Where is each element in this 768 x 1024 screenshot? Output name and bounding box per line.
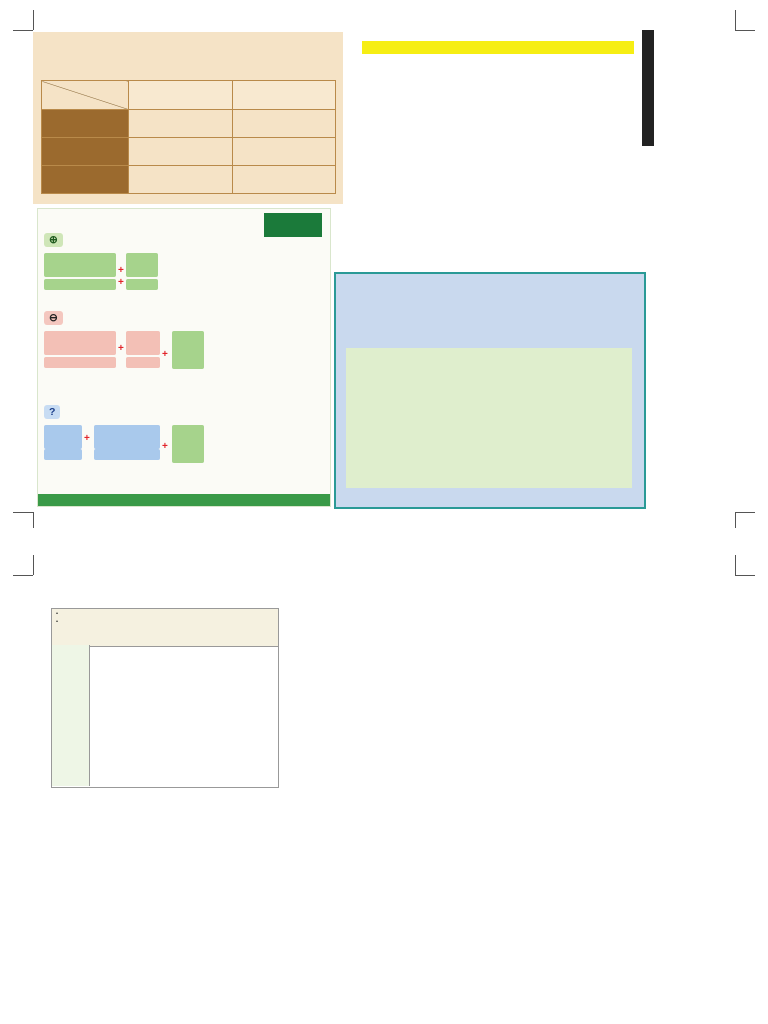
- dark-bar: [642, 30, 654, 146]
- header-row: [350, 349, 630, 364]
- auxiliary-pill: [126, 331, 160, 355]
- pronouns-table: [41, 80, 336, 194]
- col-singular: [129, 81, 233, 110]
- when-es-intro: • •: [52, 609, 278, 647]
- singular-cell: [129, 166, 233, 194]
- rules-card: [362, 38, 654, 183]
- s-es-ies-card: [334, 272, 646, 509]
- plus-icon: +: [84, 433, 90, 444]
- plus-icon: +: [118, 343, 124, 354]
- crop-mark: [13, 512, 33, 513]
- crop-mark: [735, 575, 755, 576]
- auxiliary-pill: [44, 449, 82, 460]
- plural-cell: [232, 110, 336, 138]
- plus-icon: +: [118, 277, 124, 288]
- verb-pill: [126, 253, 158, 277]
- subject-pill: [94, 425, 160, 449]
- pronoun-column: [52, 645, 90, 786]
- subject-pill: [44, 253, 116, 277]
- plural-cell: [232, 166, 336, 194]
- crop-mark: [33, 512, 34, 528]
- rules-header: [453, 41, 544, 54]
- subject-pill: [44, 357, 116, 368]
- auxiliary-pill: [126, 357, 160, 368]
- question-heading: ?: [44, 405, 60, 419]
- row-label: [42, 110, 129, 138]
- crop-mark: [33, 555, 34, 575]
- pronouns-card: [33, 32, 343, 204]
- verb-pill: [172, 331, 204, 369]
- crop-mark: [33, 10, 34, 30]
- plus-icon: +: [162, 441, 168, 452]
- when-es-table: [51, 608, 279, 788]
- rules-table: [362, 41, 634, 54]
- rules-header: [362, 41, 453, 54]
- row-label: [42, 138, 129, 166]
- plus-icon: +: [118, 265, 124, 276]
- plural-cell: [232, 138, 336, 166]
- crop-mark: [735, 512, 736, 528]
- subject-pill: [94, 449, 160, 460]
- subject-pill: [44, 279, 116, 290]
- crop-mark: [735, 555, 736, 575]
- crop-mark: [735, 512, 755, 513]
- corner-cell: [42, 81, 129, 110]
- singular-cell: [129, 138, 233, 166]
- col-plural: [232, 81, 336, 110]
- verb-pill: [126, 279, 158, 290]
- crop-mark: [735, 10, 736, 30]
- singular-cell: [129, 110, 233, 138]
- plus-icon: +: [162, 349, 168, 360]
- crop-mark: [13, 575, 33, 576]
- subject-pill: [44, 331, 116, 355]
- footer-links: [38, 494, 330, 506]
- row-label: [42, 166, 129, 194]
- s-es-ies-panel: [346, 348, 632, 488]
- crop-mark: [735, 30, 755, 31]
- verb-pill: [172, 425, 204, 463]
- auxiliary-pill: [44, 425, 82, 449]
- affirmative-heading: ⊕: [44, 233, 63, 247]
- woodward-logo: [264, 213, 322, 237]
- rules-header: [543, 41, 634, 54]
- present-simple-card: [37, 208, 331, 507]
- negative-heading: ⊖: [44, 311, 63, 325]
- crop-mark: [13, 30, 33, 31]
